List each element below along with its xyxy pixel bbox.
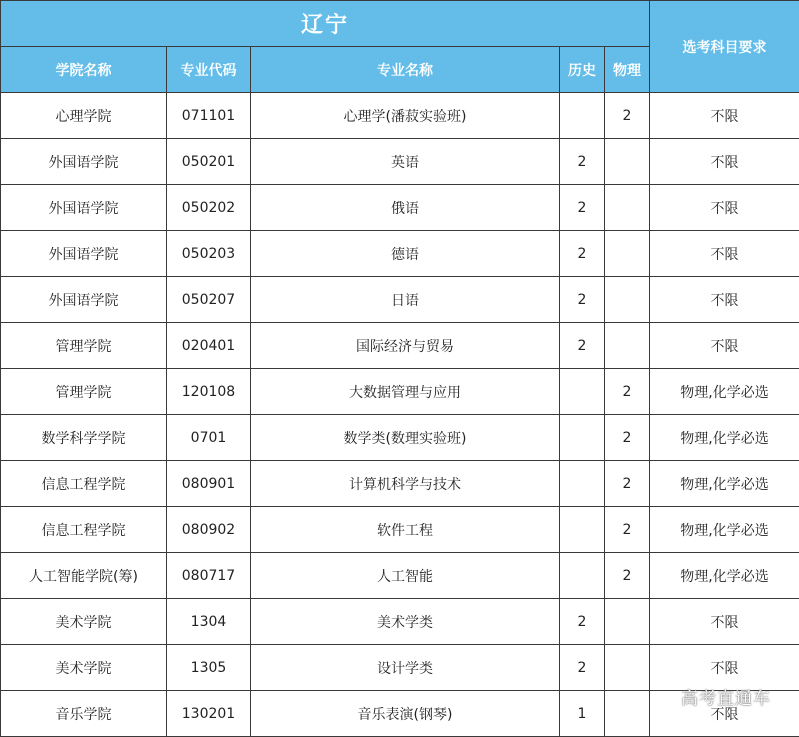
table-row: [1, 691, 799, 737]
cell-history: [560, 461, 605, 507]
cell-major: 数学类(数理实验班): [251, 415, 560, 461]
cell-code: 080901: [167, 461, 251, 507]
cell-requirement: 不限: [650, 139, 799, 185]
cell-major: 英语: [251, 139, 560, 185]
cell-code: 071101: [167, 93, 251, 139]
cell-history: 2: [560, 277, 605, 323]
watermark-text: 高考直通车: [681, 689, 771, 709]
col-header-physics: 物理: [605, 47, 650, 93]
table-row: [1, 599, 799, 645]
cell-college: 外国语学院: [1, 277, 167, 323]
cell-college: 心理学院: [1, 93, 167, 139]
cell-requirement: 不限: [650, 323, 799, 369]
cell-major: 大数据管理与应用: [251, 369, 560, 415]
cell-code: 050201: [167, 139, 251, 185]
cell-requirement: 物理,化学必选: [650, 369, 799, 415]
cell-physics: [605, 185, 650, 231]
cell-requirement: 不限: [650, 599, 799, 645]
cell-college: 外国语学院: [1, 139, 167, 185]
cell-code: 080902: [167, 507, 251, 553]
table-row: [1, 461, 799, 507]
cell-major: 国际经济与贸易: [251, 323, 560, 369]
cell-major: 软件工程: [251, 507, 560, 553]
cell-physics: [605, 139, 650, 185]
cell-college: 外国语学院: [1, 231, 167, 277]
cell-major: 人工智能: [251, 553, 560, 599]
cell-physics: [605, 277, 650, 323]
cell-college: 人工智能学院(筹): [1, 553, 167, 599]
table-row: [1, 93, 799, 139]
cell-college: 管理学院: [1, 323, 167, 369]
cell-requirement: 不限: [650, 231, 799, 277]
cell-college: 信息工程学院: [1, 507, 167, 553]
cell-physics: [605, 323, 650, 369]
col-header-requirement: 选考科目要求: [650, 1, 799, 93]
cell-requirement: 不限: [650, 277, 799, 323]
cell-history: [560, 93, 605, 139]
table-row: [1, 645, 799, 691]
col-header-major: 专业名称: [251, 47, 560, 93]
col-header-code: 专业代码: [167, 47, 251, 93]
col-header-college: 学院名称: [1, 47, 167, 93]
cell-requirement: 不限: [650, 645, 799, 691]
cell-history: 2: [560, 323, 605, 369]
cell-code: 130201: [167, 691, 251, 737]
cell-major: 音乐表演(钢琴): [251, 691, 560, 737]
cell-college: 管理学院: [1, 369, 167, 415]
cell-requirement: 不限: [650, 691, 799, 737]
cell-college: 数学科学学院: [1, 415, 167, 461]
cell-history: 2: [560, 231, 605, 277]
cell-requirement: 物理,化学必选: [650, 553, 799, 599]
cell-history: 2: [560, 645, 605, 691]
cell-code: 020401: [167, 323, 251, 369]
table-row: [1, 231, 799, 277]
cell-requirement: 物理,化学必选: [650, 415, 799, 461]
cell-history: [560, 507, 605, 553]
cell-physics: 2: [605, 553, 650, 599]
cell-major: 俄语: [251, 185, 560, 231]
col-header-history: 历史: [560, 47, 605, 93]
cell-code: 050202: [167, 185, 251, 231]
cell-physics: [605, 599, 650, 645]
table-row: [1, 277, 799, 323]
cell-college: 信息工程学院: [1, 461, 167, 507]
cell-physics: 2: [605, 369, 650, 415]
cell-history: 1: [560, 691, 605, 737]
cell-major: 计算机科学与技术: [251, 461, 560, 507]
table-row: [1, 369, 799, 415]
cell-code: 1304: [167, 599, 251, 645]
cell-major: 美术学类: [251, 599, 560, 645]
cell-physics: [605, 231, 650, 277]
cell-code: 050207: [167, 277, 251, 323]
cell-code: 050203: [167, 231, 251, 277]
region-title: 辽宁: [1, 1, 650, 47]
cell-physics: 2: [605, 93, 650, 139]
cell-major: 心理学(潘菽实验班): [251, 93, 560, 139]
table-row: [1, 139, 799, 185]
cell-physics: 2: [605, 461, 650, 507]
cell-physics: [605, 691, 650, 737]
cell-physics: 2: [605, 507, 650, 553]
table-row: [1, 507, 799, 553]
cell-college: 美术学院: [1, 645, 167, 691]
cell-college: 音乐学院: [1, 691, 167, 737]
cell-code: 0701: [167, 415, 251, 461]
cell-requirement: 物理,化学必选: [650, 507, 799, 553]
cell-history: [560, 553, 605, 599]
table-row: [1, 553, 799, 599]
cell-history: 2: [560, 599, 605, 645]
cell-requirement: 物理,化学必选: [650, 461, 799, 507]
table-row: [1, 185, 799, 231]
cell-history: 2: [560, 185, 605, 231]
cell-code: 120108: [167, 369, 251, 415]
cell-physics: 2: [605, 415, 650, 461]
cell-history: [560, 369, 605, 415]
cell-major: 日语: [251, 277, 560, 323]
cell-history: 2: [560, 139, 605, 185]
cell-major: 设计学类: [251, 645, 560, 691]
cell-requirement: 不限: [650, 185, 799, 231]
cell-major: 德语: [251, 231, 560, 277]
table-row: [1, 415, 799, 461]
cell-physics: [605, 645, 650, 691]
cell-college: 外国语学院: [1, 185, 167, 231]
cell-requirement: 不限: [650, 93, 799, 139]
cell-code: 1305: [167, 645, 251, 691]
table-row: [1, 323, 799, 369]
cell-history: [560, 415, 605, 461]
cell-college: 美术学院: [1, 599, 167, 645]
cell-code: 080717: [167, 553, 251, 599]
